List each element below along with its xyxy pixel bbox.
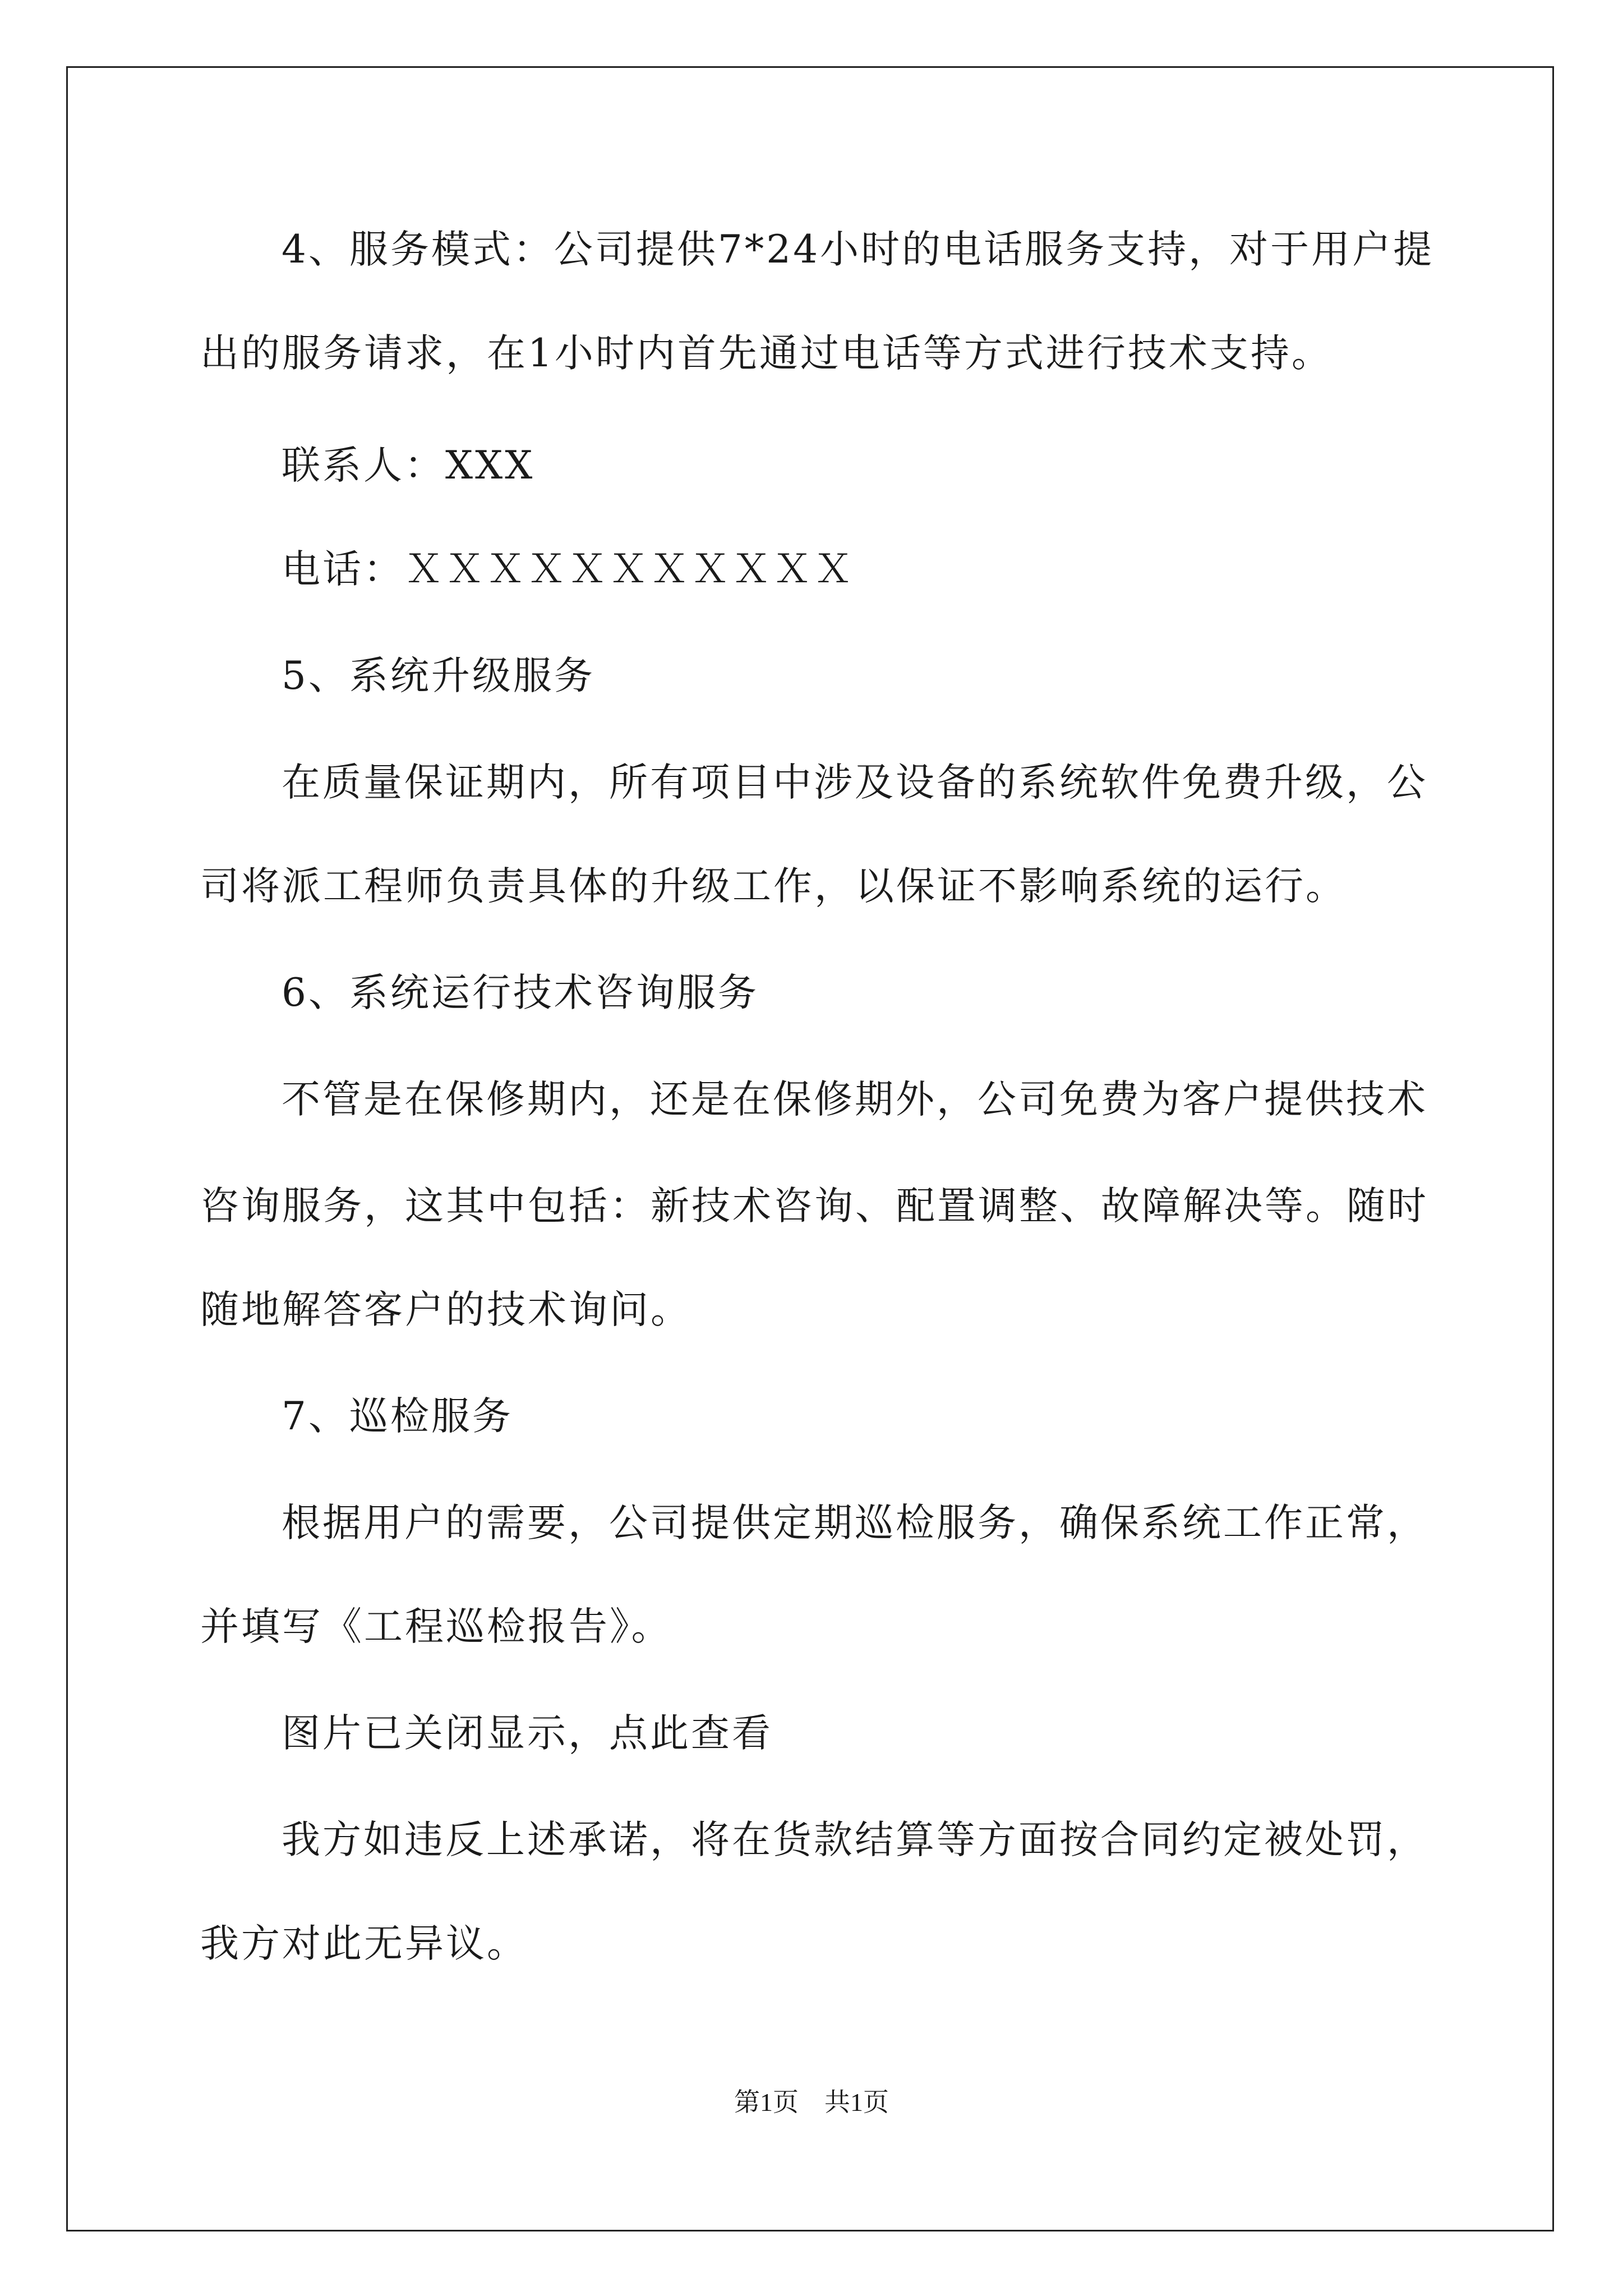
paragraph-line: 根据用户的需要，公司提供定期巡检服务，确保系统工作正常，: [282, 1501, 1428, 1545]
paragraph-line: 4、服务模式：公司提供7*24小时的电话服务支持，对于用户提: [282, 227, 1435, 272]
paragraph-line: 出的服务请求，在1小时内首先通过电话等方式进行技术支持。: [200, 331, 1332, 376]
contact-phone: 电话：ＸＸＸＸＸＸＸＸＸＸＸ: [282, 547, 855, 592]
contact-person: 联系人：XXX: [282, 443, 535, 488]
section-heading: 5、系统升级服务: [282, 654, 595, 698]
paragraph-line: 咨询服务，这其中包括：新技术咨询、配置调整、故障解决等。随时: [200, 1184, 1428, 1228]
paragraph-line: 随地解答客户的技术询问。: [200, 1287, 691, 1332]
image-hidden-link[interactable]: 图片已关闭显示，点此查看: [282, 1711, 773, 1756]
page-border: [66, 66, 1554, 2231]
page-footer: 第1页 共1页: [734, 2088, 889, 2116]
paragraph-line: 不管是在保修期内，还是在保修期外，公司免费为客户提供技术: [282, 1077, 1428, 1122]
section-heading: 6、系统运行技术咨询服务: [282, 970, 759, 1015]
paragraph-line: 我方如违反上述承诺，将在货款结算等方面按合同约定被处罚，: [282, 1818, 1428, 1862]
paragraph-line: 在质量保证期内，所有项目中涉及设备的系统软件免费升级，公: [282, 760, 1428, 805]
section-heading: 7、巡检服务: [282, 1394, 513, 1439]
paragraph-line: 并填写《工程巡检报告》。: [200, 1604, 672, 1649]
paragraph-line: 我方对此无异议。: [200, 1921, 528, 1966]
paragraph-line: 司将派工程师负责具体的升级工作，以保证不影响系统的运行。: [200, 864, 1347, 909]
